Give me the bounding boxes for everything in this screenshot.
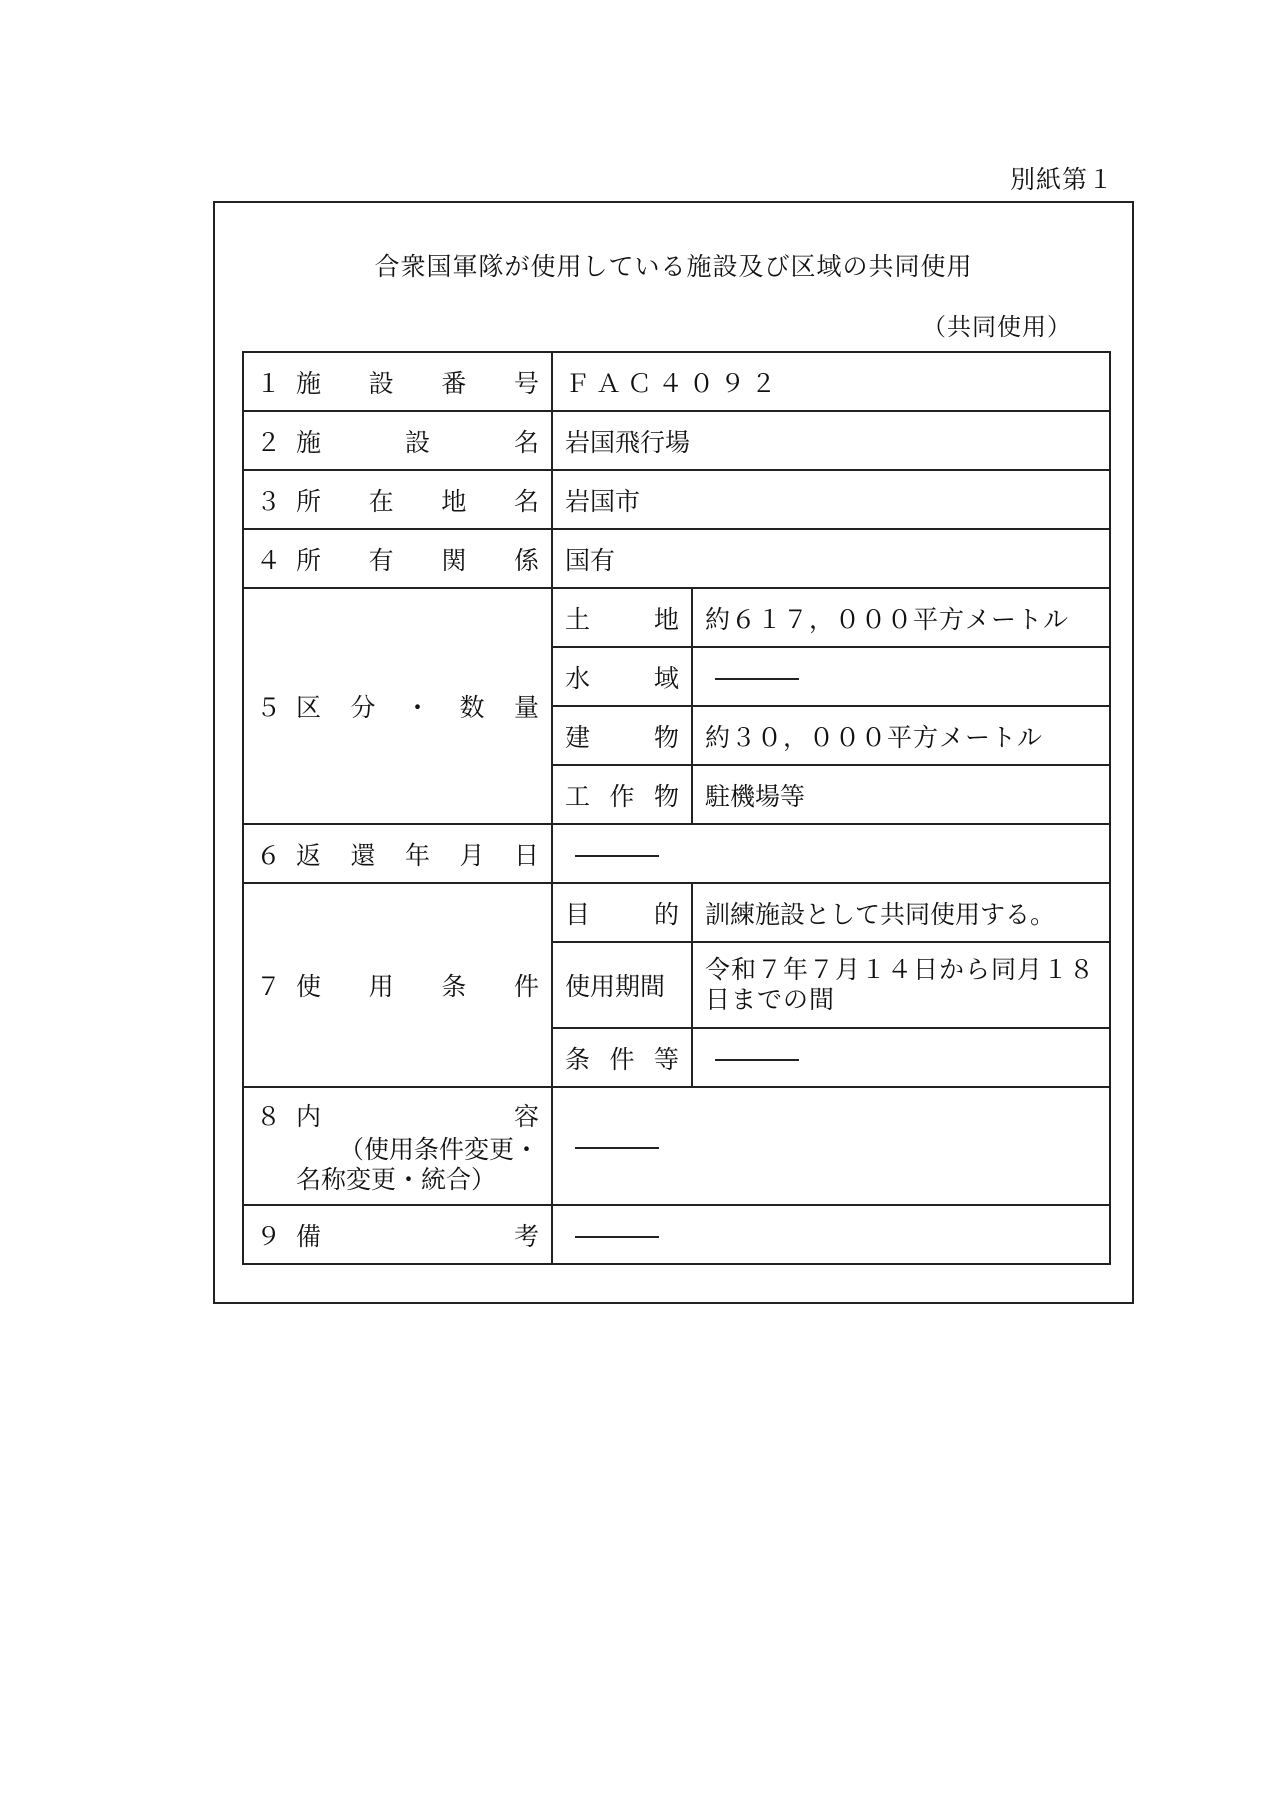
- dash-line: [575, 855, 659, 857]
- water-value: [692, 647, 1110, 706]
- row-number: ９: [256, 1221, 282, 1251]
- row-label: [243, 588, 552, 824]
- document-frame: [213, 201, 1134, 1304]
- table-row-facility-name: [243, 411, 1110, 470]
- row-number: ４: [256, 545, 282, 575]
- location-value: 岩国市: [552, 470, 1110, 529]
- period-value: 令和７年７月１４日から同月１８日までの間: [692, 942, 1110, 1028]
- document-reference: 別紙第１: [1010, 165, 1115, 194]
- facility-table: [242, 351, 1111, 1265]
- ownership-value: 国有: [552, 529, 1110, 588]
- row-number: ６: [256, 840, 282, 870]
- row-label: [243, 883, 552, 1087]
- row-label-text: 所 有 関 係: [296, 545, 539, 575]
- row-label: [243, 1087, 552, 1205]
- table-row-ownership: [243, 529, 1110, 588]
- row-label-text: 使 用 条 件: [296, 972, 539, 1001]
- row-label-text: 所 在 地 名: [296, 486, 539, 516]
- usage-type-label: （共同使用）: [922, 313, 1072, 341]
- conditions-value: [692, 1028, 1110, 1087]
- row-label-text: 備 考: [296, 1221, 539, 1251]
- sub-label-land: 土 地: [552, 588, 692, 647]
- table-row-category-land: [243, 588, 1110, 647]
- document-title: 合衆国軍隊が使用している施設及び区域の共同使用: [374, 252, 973, 281]
- row-label: [243, 1205, 552, 1264]
- return-date-value: [552, 824, 1110, 883]
- row-label: [243, 470, 552, 529]
- row-label-sub1: （使用条件変更・: [338, 1135, 539, 1164]
- sub-label-building: 建 物: [552, 706, 692, 765]
- table-row-facility-number: [243, 352, 1110, 411]
- row-label: [243, 411, 552, 470]
- sub-label-water: 水 域: [552, 647, 692, 706]
- row-number: ２: [256, 427, 282, 457]
- table-row-return-date: [243, 824, 1110, 883]
- row-number: ８: [256, 1102, 282, 1131]
- row-number: ７: [256, 972, 282, 1001]
- dash-line: [575, 1236, 659, 1238]
- row-number: ５: [256, 693, 282, 722]
- structure-value: 駐機場等: [692, 765, 1110, 824]
- sub-label-conditions: 条 件 等: [552, 1028, 692, 1087]
- dash-line: [715, 1059, 799, 1061]
- sub-label-purpose: 目 的: [552, 883, 692, 942]
- row-label-text: 区 分 ・ 数 量: [296, 693, 539, 722]
- sub-label-structure: 工 作 物: [552, 765, 692, 824]
- table-row-remarks: [243, 1205, 1110, 1264]
- remarks-value: [552, 1205, 1110, 1264]
- row-label: [243, 824, 552, 883]
- dash-line: [575, 1147, 659, 1149]
- row-label-text: 返 還 年 月 日: [296, 840, 539, 870]
- facility-name-value: 岩国飛行場: [552, 411, 1110, 470]
- dash-line: [715, 678, 799, 680]
- row-label-text: 内 容: [296, 1102, 539, 1131]
- row-label-text: 施 設 名: [296, 427, 539, 457]
- row-label: [243, 352, 552, 411]
- row-label-text: 施 設 番 号: [296, 368, 539, 398]
- row-label: [243, 529, 552, 588]
- table-row-location: [243, 470, 1110, 529]
- sub-label-period: 使用期間: [552, 942, 692, 1028]
- purpose-value: 訓練施設として共同使用する。: [692, 883, 1110, 942]
- row-number: １: [256, 368, 282, 398]
- facility-number-value: ＦＡＣ４０９２: [552, 352, 1110, 411]
- table-row-content: [243, 1087, 1110, 1205]
- row-number: ３: [256, 486, 282, 516]
- content-value: [552, 1087, 1110, 1205]
- table-row-conditions-purpose: [243, 883, 1110, 942]
- row-label-sub2: 名称変更・統合）: [296, 1165, 497, 1194]
- building-value: 約３０，０００平方メートル: [692, 706, 1110, 765]
- land-value: 約６１７，０００平方メートル: [692, 588, 1110, 647]
